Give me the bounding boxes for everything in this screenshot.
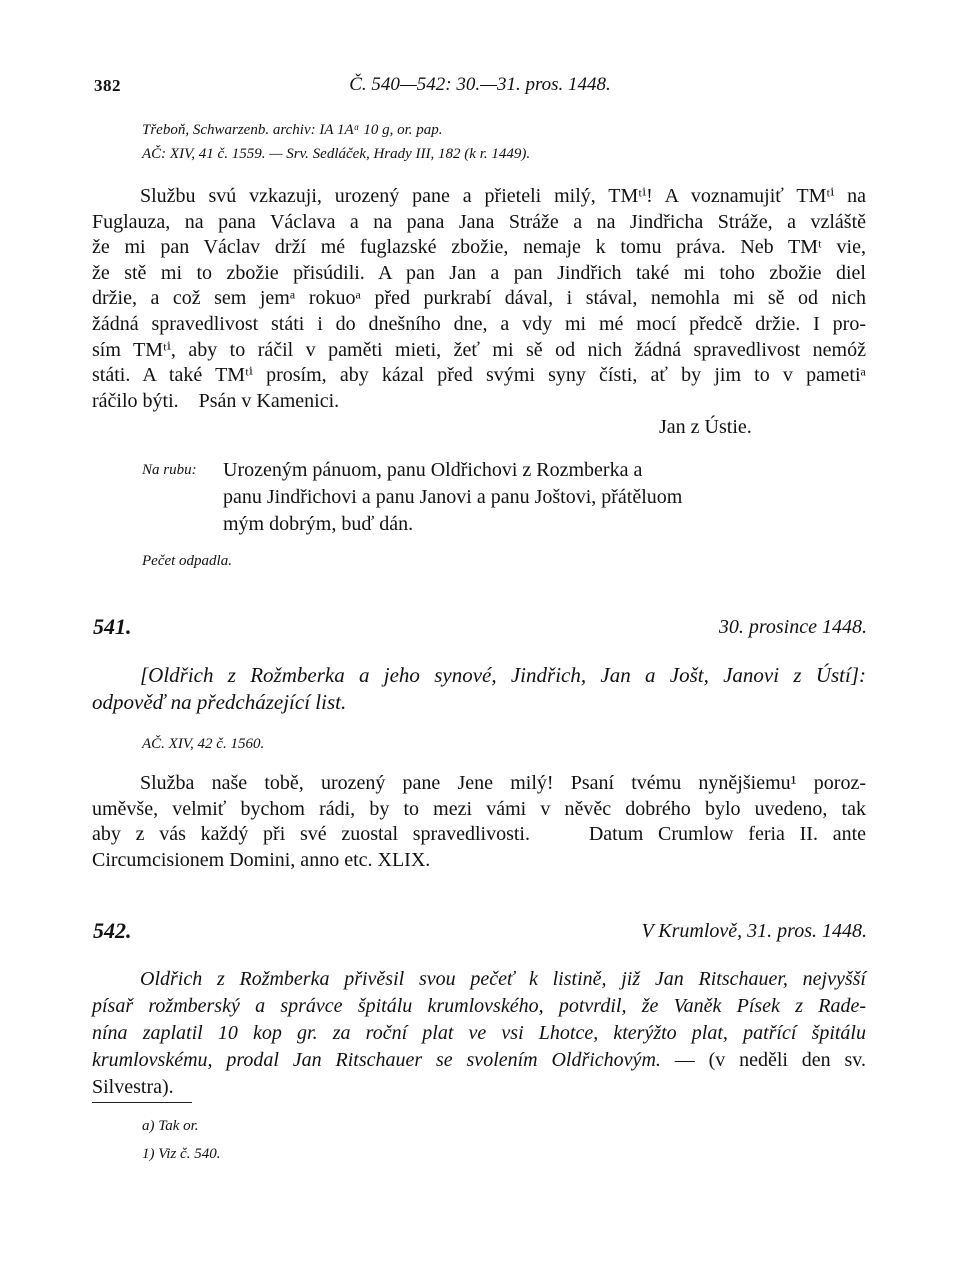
running-title: Č. 540—542: 30.—31. pros. 1448. (349, 74, 611, 95)
text-line: Služba naše tobě, urozený pane Jene milý! Psaní tvému nynějšiemu¹ poroz- (140, 772, 866, 794)
text-line: Službu svú vzkazuji, urozený pane a přieteli milý, TMᵗⁱ! A voznamujiť TMᵗⁱ na (140, 185, 866, 207)
source-line-1: Třeboň, Schwarzenb. archiv: IA 1Aᵅ 10 g, or. pap. (142, 122, 443, 138)
text-line (92, 1047, 866, 1074)
entry-541-number: 541. (93, 614, 132, 639)
entry-540-text (92, 184, 866, 414)
footnote-1: 1) Viz č. 540. (142, 1146, 221, 1162)
source-line-2: AČ: XIV, 41 č. 1559. — Srv. Sedláček, Hrady III, 182 (k r. 1449). (142, 146, 531, 162)
text-line: sím TMᵗⁱ, aby to ráčil v paměti mieti, žeť mi sě od nich žádná spravedlivost nemóž (92, 338, 866, 361)
text-line: že stě mi to zbožie přisúdili. A pan Jan a pan Jindřich také mi toho zbožie diel (92, 261, 866, 284)
entry-542-text (92, 966, 866, 1101)
text-line: žádná spravedlivost státi i do dnešního dne, a vdy mi mé mocí předcě držie. I pro- (92, 312, 866, 335)
rubu-label: Na rubu: (142, 462, 197, 478)
entry-542-date: V Krumlově, 31. pros. 1448. (641, 920, 867, 942)
page-number: 382 (94, 76, 121, 95)
entry-541-regest (92, 662, 866, 716)
entry-541-date: 30. prosince 1448. (718, 616, 867, 638)
entry-542-number: 542. (93, 918, 132, 943)
entry-541-text (92, 771, 866, 873)
rubu-line: mým dobrým, buď dán. (223, 513, 414, 535)
text-segment: krumlovskému, prodal Jan Ritschauer se svolením Oldřichovým. (92, 1049, 661, 1071)
regest-line: [Oldřich z Rožmberka a jeho synové, Jindřich, Jan a Jošt, Janovi z Ústí]: (140, 663, 866, 687)
text-line: státi. A také TMᵗⁱ prosím, aby kázal před svými syny čísti, ať by jim to v pametiᵃ (92, 364, 866, 387)
footnote-a: a) Tak or. (142, 1118, 199, 1134)
footnote-rule (92, 1102, 192, 1103)
regest-line: odpověď na předcházející list. (92, 690, 347, 714)
text-line: uměvše, velmiť bychom rádi, by to mezi vámi v něvěc dobrého bylo uvedeno, tak (92, 797, 866, 820)
rubu-address (223, 457, 682, 538)
text-line: Fuglauza, na pana Václava a na pana Jana Stráže a na Jindřicha Stráže, a vzláště (92, 210, 866, 233)
text-line: že mi pan Václav drží mé fuglazské zbožie, nemaje k tomu práva. Neb TMᵗ vie, (92, 236, 866, 259)
text-line: Oldřich z Rožmberka přivěsil svou pečeť k listině, již Jan Ritschauer, nejvyšší (140, 968, 866, 990)
text-line: držie, a což sem jemᵃ rokuoᵃ před purkrabí dával, i stával, nemohla mi sě od nich (92, 287, 866, 310)
entry-541-source: AČ. XIV, 42 č. 1560. (142, 736, 265, 752)
text-line: nína zaplatil 10 kop gr. za roční plat ve vsi Lhotce, kterýžto plat, patřící špitálu (92, 1022, 866, 1044)
text-line: písař rožmberský a správce špitálu krumlovského, potvrdil, že Vaněk Písek z Rade- (92, 995, 866, 1017)
seal-note: Pečet odpadla. (142, 553, 232, 569)
text-line: Silvestra). (92, 1076, 174, 1098)
signature: Jan z Ústie. (659, 416, 752, 438)
text-segment: — (v neděli den sv. (660, 1049, 867, 1071)
text-line: aby z vás každý při své zuostal spravedlivosti. Datum Crumlow feria II. ante (92, 823, 866, 846)
text-line: ráčilo býti. Psán v Kamenici. (92, 389, 340, 412)
text-line: Circumcisionem Domini, anno etc. XLIX. (92, 848, 431, 871)
rubu-line: Urozeným pánuom, panu Oldřichovi z Rozmberka a (223, 459, 643, 481)
rubu-line: panu Jindřichovi a panu Janovi a panu Joštovi, přátěluom (223, 486, 683, 508)
